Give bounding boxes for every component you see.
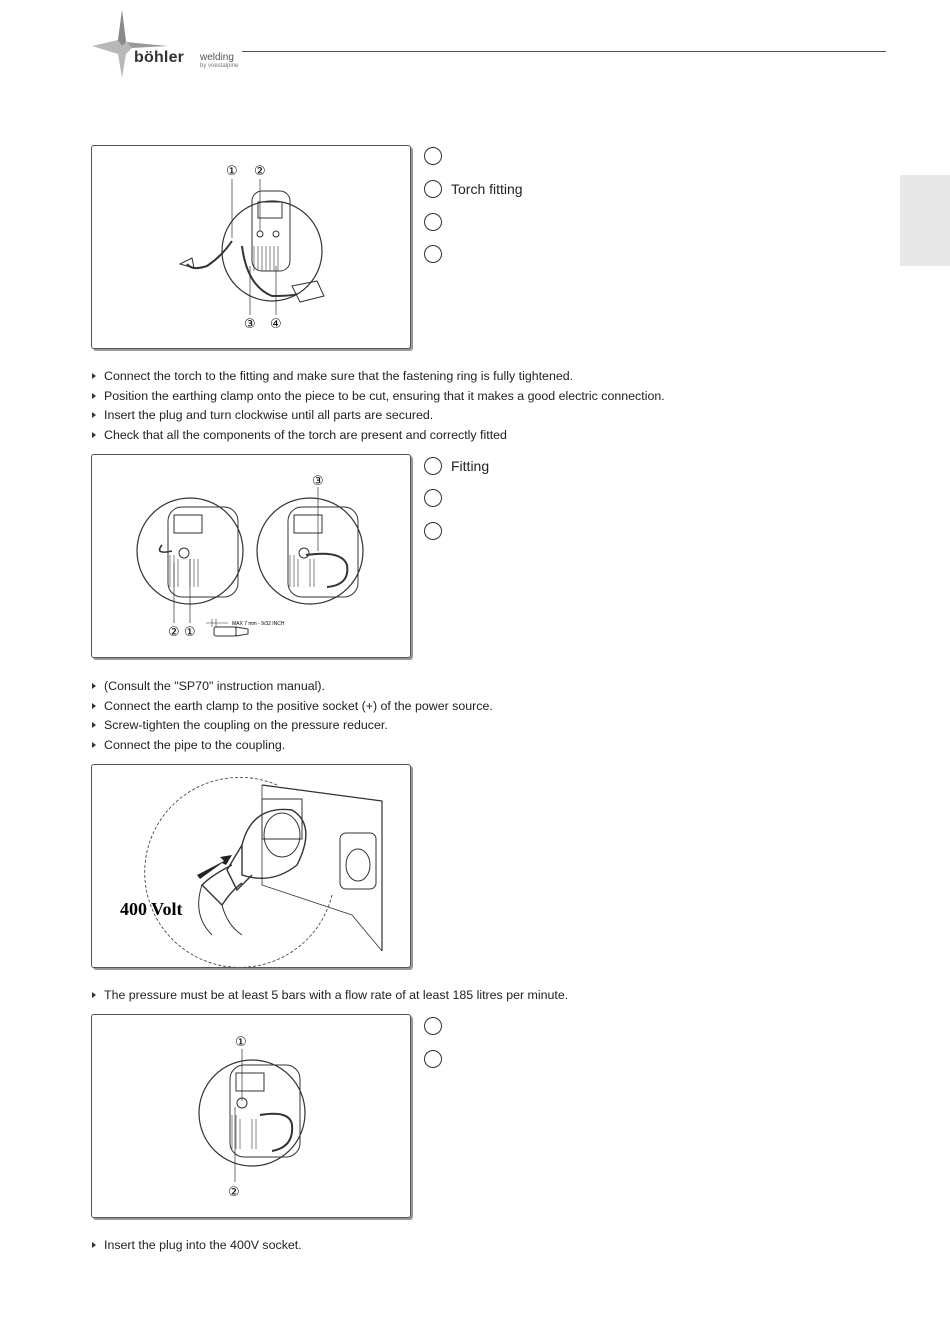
step-1-3 xyxy=(424,212,451,232)
callout-2: ② xyxy=(254,163,266,178)
bohler-logo-mark xyxy=(88,8,248,80)
step-circle xyxy=(424,1017,442,1035)
step-circle xyxy=(424,457,442,475)
step-label: Torch fitting xyxy=(451,181,523,197)
step-label: Fitting xyxy=(451,458,490,474)
list-item: Insert the plug and turn clockwise until all parts are secured. xyxy=(92,406,665,426)
list-item: Screw-tighten the coupling on the pressure reducer. xyxy=(92,716,493,736)
callout-3: ③ xyxy=(244,316,256,331)
step-circle xyxy=(424,213,442,231)
callout-3: ③ xyxy=(312,473,324,488)
step-2-3 xyxy=(424,521,451,541)
header-rule xyxy=(242,51,886,52)
step-4-1 xyxy=(424,1016,451,1036)
logo-sub: welding xyxy=(200,52,234,63)
callout-1: ① xyxy=(184,624,196,639)
logo-wordmark: böhler xyxy=(134,49,185,66)
section1-instructions xyxy=(92,367,665,446)
callout-2: ② xyxy=(228,1184,240,1199)
callout-4: ④ xyxy=(270,316,282,331)
voltage-label: 400 Volt xyxy=(120,899,183,919)
list-item: The pressure must be at least 5 bars with a flow rate of at least 185 litres per minute. xyxy=(92,986,568,1006)
step-1-1 xyxy=(424,146,451,166)
logo-tagline: by voestalpine xyxy=(200,63,239,69)
step-2-1 xyxy=(424,456,489,476)
step-circle xyxy=(424,245,442,263)
power-plug-illustration xyxy=(92,765,410,967)
step-1-2 xyxy=(424,179,523,199)
callout-1: ① xyxy=(226,163,238,178)
electrode-fitting-illustration xyxy=(92,455,410,657)
list-item: (Consult the "SP70" instruction manual). xyxy=(92,677,493,697)
list-item: Position the earthing clamp onto the piece to be cut, ensuring that it makes a good electric connection. xyxy=(92,387,665,407)
list-item: Check that all the components of the torch are present and correctly fitted xyxy=(92,426,665,446)
power-plug-figure xyxy=(91,764,411,968)
electrode-max-caption: MAX 7 mm - 9/32 INCH xyxy=(232,621,285,627)
torch-fitting-figure xyxy=(91,145,411,349)
list-item: Connect the pipe to the coupling. xyxy=(92,736,493,756)
section4-instructions xyxy=(92,1236,302,1256)
callout-1: ① xyxy=(235,1034,247,1049)
callout-2: ② xyxy=(168,624,180,639)
section3-instructions xyxy=(92,986,568,1006)
step-4-2 xyxy=(424,1049,451,1069)
step-1-4 xyxy=(424,244,451,264)
list-item: Connect the torch to the fitting and make sure that the fastening ring is fully tightened. xyxy=(92,367,665,387)
electrode-fitting-figure xyxy=(91,454,411,658)
section2-instructions xyxy=(92,677,493,756)
step-circle xyxy=(424,180,442,198)
step-2-2 xyxy=(424,488,451,508)
step-circle xyxy=(424,489,442,507)
list-item: Connect the earth clamp to the positive socket (+) of the power source. xyxy=(92,697,493,717)
compressed-air-illustration xyxy=(92,1015,410,1217)
compressed-air-figure xyxy=(91,1014,411,1218)
list-item: Insert the plug into the 400V socket. xyxy=(92,1236,302,1256)
step-circle xyxy=(424,147,442,165)
step-circle xyxy=(424,522,442,540)
torch-fitting-illustration xyxy=(92,146,410,348)
side-tab xyxy=(900,175,950,266)
step-circle xyxy=(424,1050,442,1068)
